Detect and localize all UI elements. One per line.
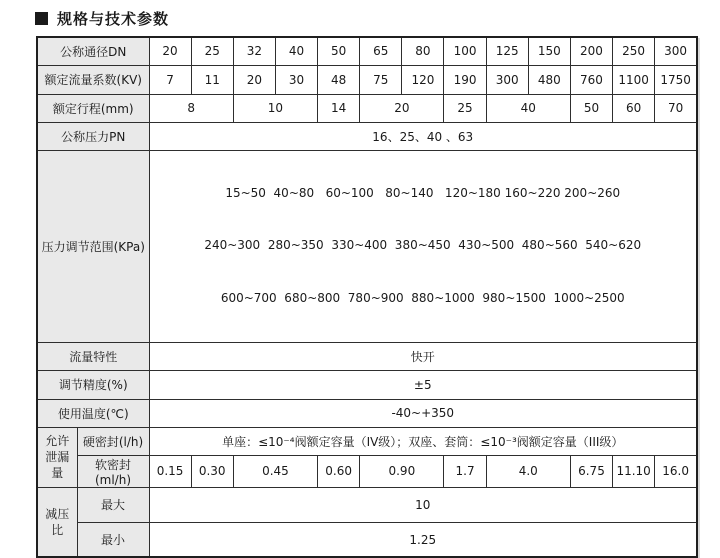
kv-value: 480	[528, 65, 570, 94]
kv-value: 120	[402, 65, 444, 94]
soft-seal-value: 0.45	[233, 455, 317, 487]
leakage-group-line: 允许	[45, 434, 70, 449]
dn-value: 200	[570, 37, 612, 65]
leakage-group-line: 泄漏量	[45, 450, 70, 481]
row-leakage-soft	[37, 455, 697, 487]
row-flow-char	[37, 342, 697, 370]
row-label-pn: 公称压力PN	[37, 122, 149, 150]
dn-value: 32	[233, 37, 275, 65]
row-travel	[37, 94, 697, 122]
spec-table	[36, 36, 698, 558]
row-leakage-hard	[37, 427, 697, 455]
dn-value: 300	[655, 37, 697, 65]
travel-value: 50	[570, 94, 612, 122]
soft-seal-value: 4.0	[486, 455, 570, 487]
kv-value: 30	[275, 65, 317, 94]
row-label-soft-seal: 软密封(ml/h)	[77, 455, 149, 487]
row-group-leakage	[37, 427, 77, 487]
row-label-kv: 额定流量系数(KV)	[37, 65, 149, 94]
pressure-range-value	[149, 150, 697, 342]
dn-value: 20	[149, 37, 191, 65]
pressure-range-line: 15~50 40~80 60~100 80~140 120~180 160~220 200~260	[225, 186, 621, 201]
dn-value: 50	[318, 37, 360, 65]
dn-value: 80	[402, 37, 444, 65]
dn-value: 150	[528, 37, 570, 65]
travel-value: 20	[360, 94, 444, 122]
travel-value: 14	[318, 94, 360, 122]
row-label-dn: 公称通径DN	[37, 37, 149, 65]
row-label-temperature: 使用温度(℃)	[37, 399, 149, 427]
kv-value: 75	[360, 65, 402, 94]
row-label-accuracy: 调节精度(%)	[37, 370, 149, 399]
pn-value: 16、25、40 、63	[149, 122, 697, 150]
row-group-reduction-ratio: 减压比	[37, 487, 77, 557]
row-pn	[37, 122, 697, 150]
row-label-hard-seal: 硬密封(l/h)	[77, 427, 149, 455]
kv-value: 190	[444, 65, 486, 94]
kv-value: 7	[149, 65, 191, 94]
dn-value: 25	[191, 37, 233, 65]
row-label-pressure-range: 压力调节范围(KPa)	[37, 150, 149, 342]
kv-value: 1750	[655, 65, 697, 94]
soft-seal-value: 0.90	[360, 455, 444, 487]
soft-seal-value: 11.10	[613, 455, 655, 487]
row-label-travel: 额定行程(mm)	[37, 94, 149, 122]
row-label-flow-char: 流量特性	[37, 342, 149, 370]
temperature-value: -40~+350	[149, 399, 697, 427]
section-title-text: 规格与技术参数	[57, 10, 170, 28]
travel-value: 10	[233, 94, 317, 122]
row-ratio-min	[37, 522, 697, 557]
soft-seal-value: 0.60	[318, 455, 360, 487]
row-pressure-range	[37, 150, 697, 342]
soft-seal-value: 0.15	[149, 455, 191, 487]
row-label-ratio-max: 最大	[77, 487, 149, 522]
section-bullet-icon	[35, 12, 48, 25]
page	[0, 8, 720, 548]
pressure-range-line: 600~700 680~800 780~900 880~1000 980~1500 1000~2500	[220, 290, 625, 305]
travel-value: 8	[149, 94, 233, 122]
flow-char-value: 快开	[149, 342, 697, 370]
soft-seal-value: 16.0	[655, 455, 697, 487]
soft-seal-value: 6.75	[570, 455, 612, 487]
section-title	[35, 8, 720, 29]
row-dn	[37, 37, 697, 65]
row-temperature	[37, 399, 697, 427]
dn-value: 250	[613, 37, 655, 65]
dn-value: 100	[444, 37, 486, 65]
kv-value: 11	[191, 65, 233, 94]
row-label-ratio-min: 最小	[77, 522, 149, 557]
ratio-max-value: 10	[149, 487, 697, 522]
soft-seal-value: 0.30	[191, 455, 233, 487]
dn-value: 65	[360, 37, 402, 65]
accuracy-value: ±5	[149, 370, 697, 399]
soft-seal-value: 1.7	[444, 455, 486, 487]
dn-value: 125	[486, 37, 528, 65]
kv-value: 300	[486, 65, 528, 94]
row-ratio-max	[37, 487, 697, 522]
travel-value: 40	[486, 94, 570, 122]
row-kv	[37, 65, 697, 94]
kv-value: 20	[233, 65, 275, 94]
hard-seal-value: 单座：≤10⁻⁴阀额定容量（IV级）；双座、套筒：≤10⁻³阀额定容量（III级）	[149, 427, 697, 455]
row-accuracy	[37, 370, 697, 399]
kv-value: 1100	[613, 65, 655, 94]
kv-value: 48	[318, 65, 360, 94]
ratio-min-value: 1.25	[149, 522, 697, 557]
travel-value: 70	[655, 94, 697, 122]
travel-value: 25	[444, 94, 486, 122]
travel-value: 60	[613, 94, 655, 122]
dn-value: 40	[275, 37, 317, 65]
kv-value: 760	[570, 65, 612, 94]
pressure-range-line: 240~300 280~350 330~400 380~450 430~500 480~560 540~620	[204, 238, 642, 253]
